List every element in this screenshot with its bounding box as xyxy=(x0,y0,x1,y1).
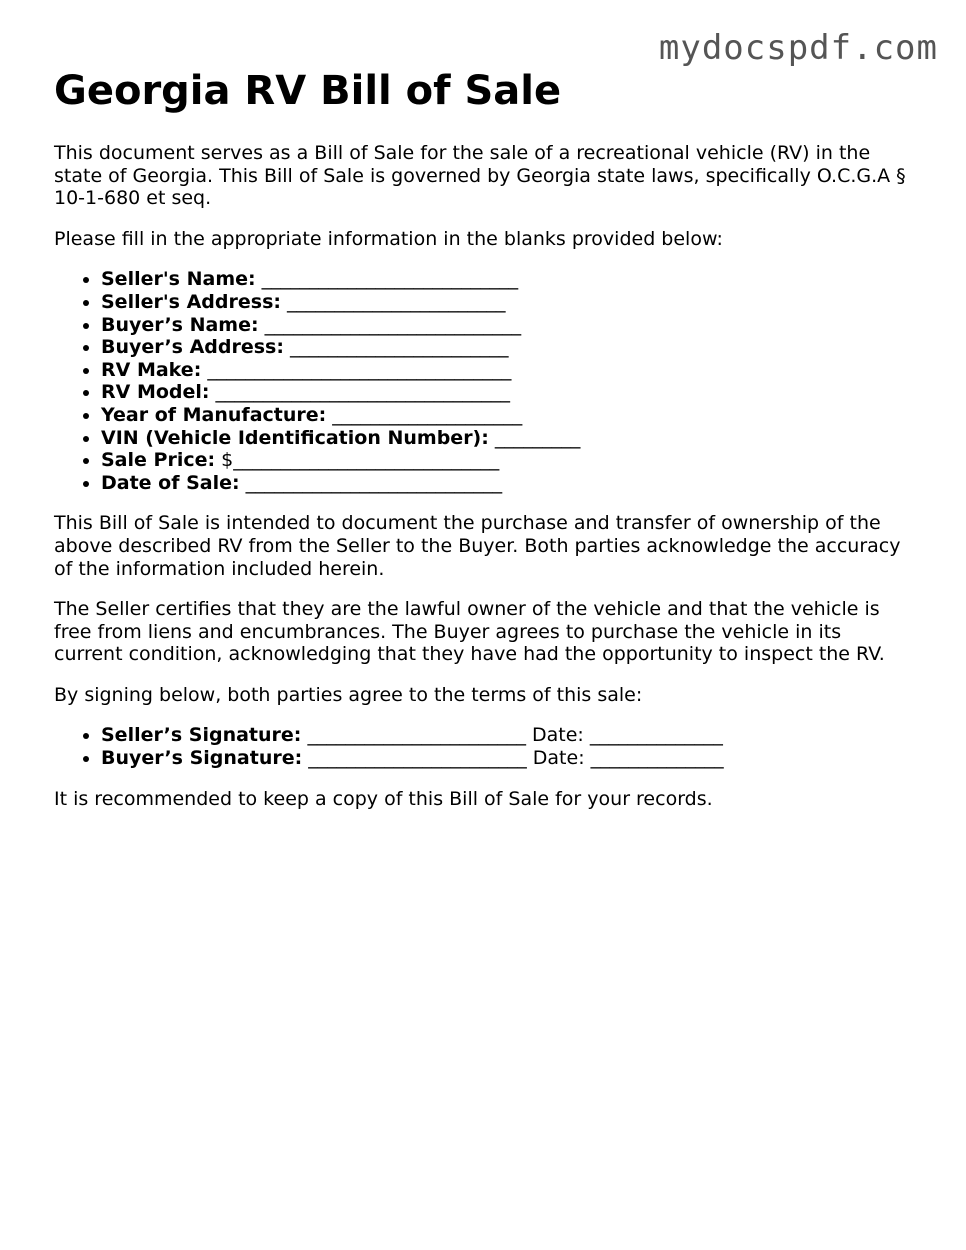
field-label: Date of Sale: xyxy=(101,471,240,494)
page-title: Georgia RV Bill of Sale xyxy=(54,68,562,114)
field-rv-model xyxy=(101,381,914,404)
field-blank[interactable]: ___________________________ xyxy=(239,471,503,494)
field-blank[interactable]: ________________________________ xyxy=(201,358,512,381)
field-label: Buyer’s Name: xyxy=(101,313,259,336)
closing-paragraph: It is recommended to keep a copy of this Bill of Sale for your records. xyxy=(54,787,713,810)
signature-blank[interactable]: _______________________ Date: ______________ xyxy=(302,747,724,770)
field-blank[interactable]: ____________________ xyxy=(326,403,523,426)
field-label: VIN (Vehicle Identification Number): xyxy=(101,426,489,449)
field-blank[interactable]: $____________________________ xyxy=(215,449,500,472)
watermark: mydocspdf.com xyxy=(658,28,938,68)
field-sellers-name xyxy=(101,268,914,291)
signature-blank[interactable]: _______________________ Date: ______________ xyxy=(301,724,723,747)
field-blank[interactable]: _________ xyxy=(488,426,581,449)
instruction-paragraph: Please fill in the appropriate information in the blanks provided below: xyxy=(54,227,723,250)
field-year-of-manufacture xyxy=(101,404,914,427)
field-blank[interactable]: ___________________________ xyxy=(255,268,519,291)
signatures-list xyxy=(54,724,914,769)
field-buyers-address xyxy=(101,336,914,359)
field-rv-make xyxy=(101,359,914,382)
signing-intro: By signing below, both parties agree to the terms of this sale: xyxy=(54,683,643,706)
purpose-paragraph: This Bill of Sale is intended to document the purchase and transfer of ownership of the above described RV from the Seller to the Buyer. Both parties acknowledge the accuracy of the information included herein. xyxy=(54,512,901,580)
field-label: Sale Price: xyxy=(101,449,216,472)
field-label: Seller's Address: xyxy=(101,290,281,313)
field-blank[interactable]: _______________________ xyxy=(283,336,509,359)
signature-label: Seller’s Signature: xyxy=(101,724,302,747)
seller-signature-line xyxy=(101,724,914,747)
field-vin xyxy=(101,427,914,450)
field-blank[interactable]: _______________________________ xyxy=(209,381,511,404)
field-sale-price xyxy=(101,449,914,472)
buyer-signature-line xyxy=(101,747,914,770)
field-sellers-address xyxy=(101,291,914,314)
field-label: Seller's Name: xyxy=(101,268,256,291)
certification-paragraph: The Seller certifies that they are the lawful owner of the vehicle and that the vehicle is free from liens and encumbrances. The Buyer agrees to purchase the vehicle in its current condition, acknowledging that they have had the opportunity to inspect the RV. xyxy=(54,598,885,666)
field-label: RV Make: xyxy=(101,358,202,381)
field-label: Year of Manufacture: xyxy=(101,403,327,426)
signature-label: Buyer’s Signature: xyxy=(101,747,303,770)
field-blank[interactable]: ___________________________ xyxy=(258,313,522,336)
field-label: Buyer’s Address: xyxy=(101,336,284,359)
field-blank[interactable]: _______________________ xyxy=(280,290,506,313)
fields-list xyxy=(54,268,914,494)
document-body xyxy=(54,66,914,828)
field-date-of-sale xyxy=(101,472,914,495)
field-buyers-name xyxy=(101,314,914,337)
field-label: RV Model: xyxy=(101,381,210,404)
intro-paragraph: This document serves as a Bill of Sale for the sale of a recreational vehicle (RV) in the state of Georgia. This Bill of Sale is governed by Georgia state laws, specifically O.C.G.A § 10-1-680 et seq. xyxy=(54,142,906,210)
